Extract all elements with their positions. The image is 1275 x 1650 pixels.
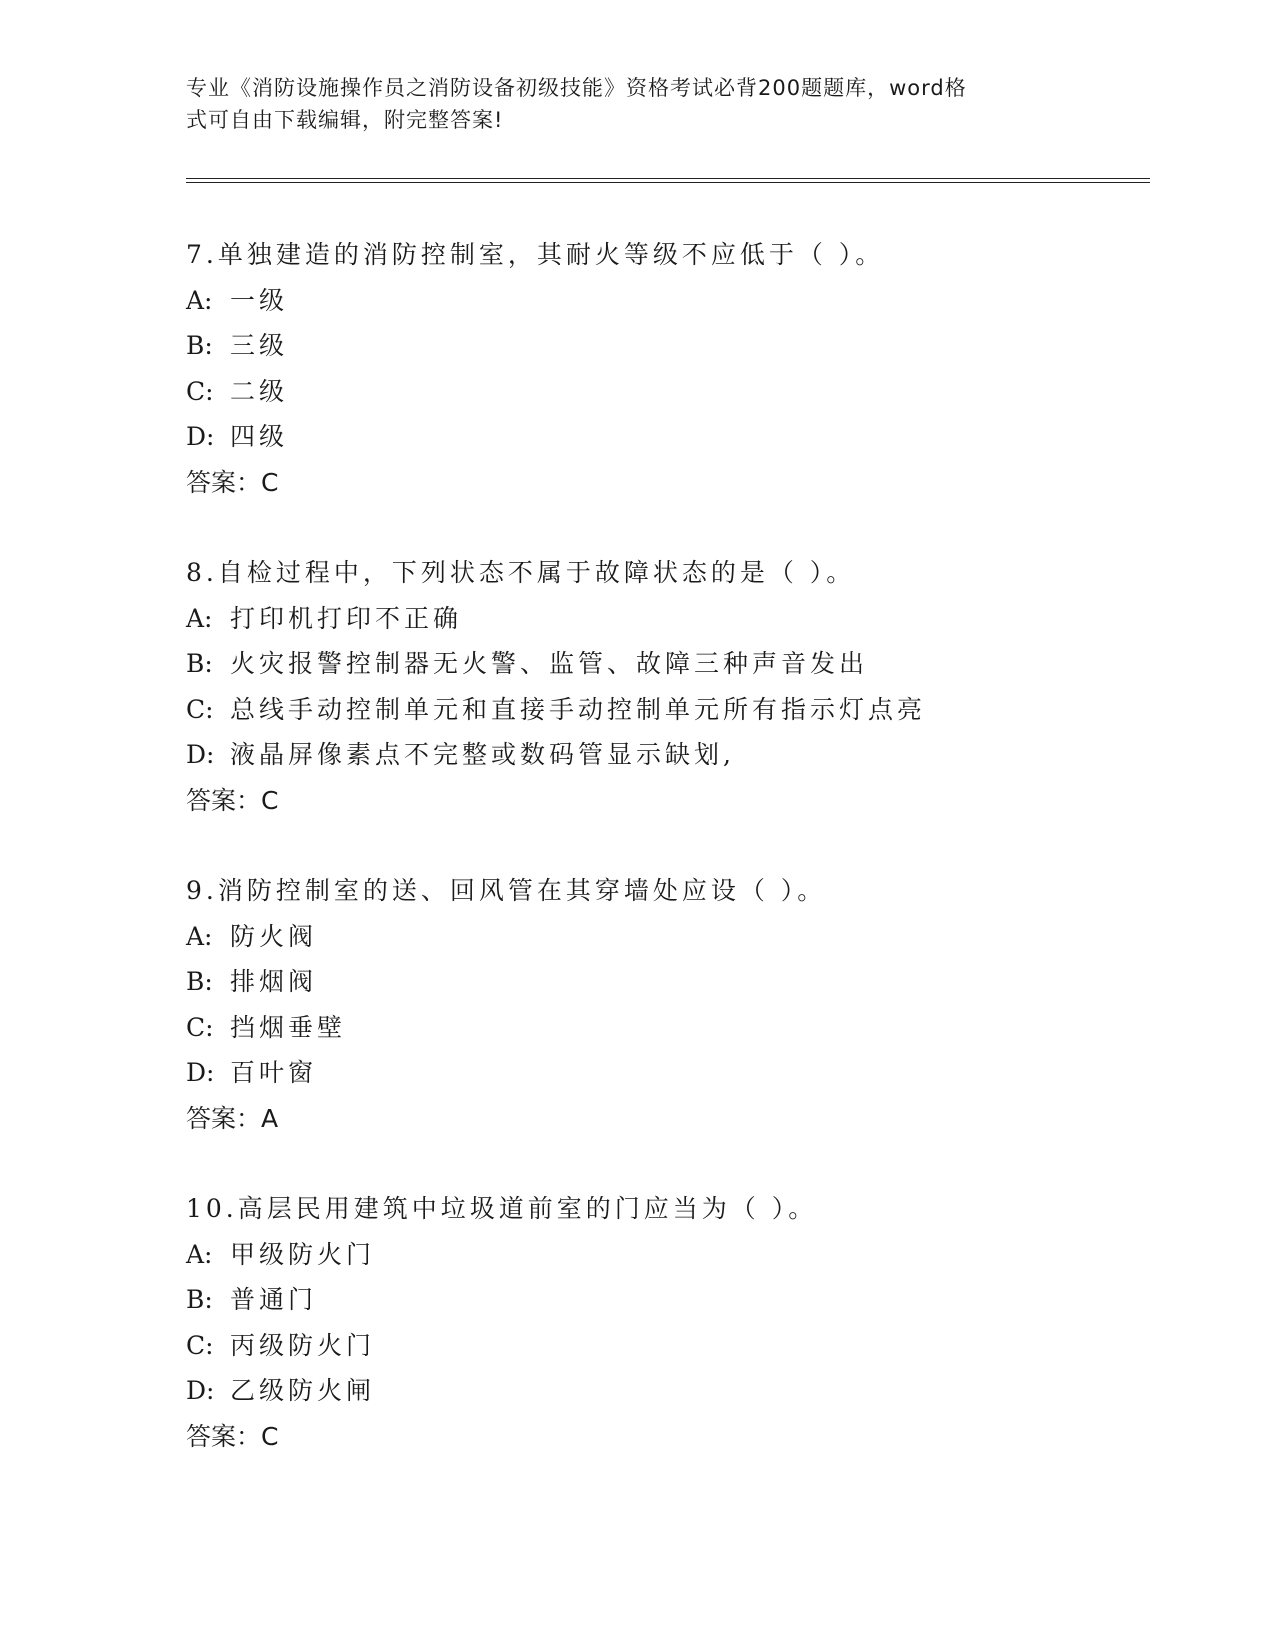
option-key: A: (186, 285, 213, 315)
header-line-1: 专业《消防设施操作员之消防设备初级技能》资格考试必背200题题库，word格 (186, 76, 967, 100)
option-text: 百叶窗 (230, 1058, 318, 1087)
option-text: 二级 (230, 376, 289, 406)
option-a (186, 278, 1146, 324)
question-10 (186, 1186, 1146, 1504)
option-c (186, 687, 1146, 733)
answer-line (186, 460, 1146, 506)
header-line-2: 式可自由下载编辑，附完整答案! (186, 108, 504, 132)
option-c (186, 1005, 1146, 1051)
option-c (186, 1323, 1146, 1369)
header-divider-bottom (186, 182, 1150, 183)
option-d (186, 414, 1146, 460)
answer-value: C (261, 785, 279, 815)
option-key: D: (186, 1058, 215, 1087)
option-key: C: (186, 1012, 214, 1042)
option-key: B: (186, 967, 213, 996)
document-header (186, 72, 1066, 136)
answer-line (186, 1414, 1146, 1460)
option-text: 一级 (230, 285, 289, 315)
option-key: B: (186, 649, 213, 678)
option-text: 三级 (230, 331, 289, 360)
answer-value: C (261, 1421, 279, 1451)
option-key: B: (186, 1285, 213, 1314)
option-a (186, 1232, 1146, 1278)
question-9 (186, 868, 1146, 1186)
answer-value: A (261, 1103, 279, 1133)
question-8 (186, 550, 1146, 868)
answer-label: 答案： (186, 467, 262, 497)
option-key: A: (186, 603, 213, 633)
answer-label: 答案： (186, 1103, 262, 1133)
option-d (186, 732, 1146, 778)
header-divider-top (186, 178, 1150, 179)
answer-label: 答案： (186, 785, 262, 815)
option-b (186, 959, 1146, 1005)
option-text: 排烟阀 (230, 967, 318, 996)
question-stem: 7.单独建造的消防控制室，其耐火等级不应低于（ ）。 (186, 240, 885, 269)
option-text: 挡烟垂壁 (230, 1012, 347, 1042)
option-text: 总线手动控制单元和直接手动控制单元所有指示灯点亮 (230, 694, 927, 724)
option-key: B: (186, 331, 213, 360)
answer-label: 答案： (186, 1421, 262, 1451)
answer-value: C (261, 467, 279, 497)
option-key: D: (186, 422, 215, 451)
question-stem: 10.高层民用建筑中垃圾道前室的门应当为（ ）。 (186, 1194, 818, 1223)
question-stem: 9.消防控制室的送、回风管在其穿墙处应设（ ）。 (186, 876, 827, 905)
option-key: A: (186, 1239, 213, 1269)
question-stem: 8.自检过程中，下列状态不属于故障状态的是（ ）。 (186, 558, 856, 587)
option-key: C: (186, 1330, 214, 1360)
answer-line (186, 778, 1146, 824)
option-text: 四级 (230, 422, 289, 451)
option-text: 乙级防火闸 (230, 1376, 376, 1405)
option-key: C: (186, 376, 214, 406)
option-a (186, 914, 1146, 960)
option-text: 液晶屏像素点不完整或数码管显示缺划, (230, 740, 735, 769)
option-b (186, 1277, 1146, 1323)
question-list (186, 232, 1146, 1504)
option-key: D: (186, 1376, 215, 1405)
option-text: 甲级防火门 (230, 1239, 376, 1269)
option-text: 普通门 (230, 1285, 318, 1314)
option-d (186, 1050, 1146, 1096)
option-text: 防火阀 (230, 921, 318, 951)
option-c (186, 369, 1146, 415)
answer-line (186, 1096, 1146, 1142)
option-a (186, 596, 1146, 642)
option-key: A: (186, 921, 213, 951)
option-text: 打印机打印不正确 (230, 603, 463, 633)
option-d (186, 1368, 1146, 1414)
option-b (186, 323, 1146, 369)
question-7 (186, 232, 1146, 550)
option-key: C: (186, 694, 214, 724)
option-text: 火灾报警控制器无火警、监管、故障三种声音发出 (230, 649, 869, 678)
option-key: D: (186, 740, 215, 769)
option-text: 丙级防火门 (230, 1330, 376, 1360)
option-b (186, 641, 1146, 687)
